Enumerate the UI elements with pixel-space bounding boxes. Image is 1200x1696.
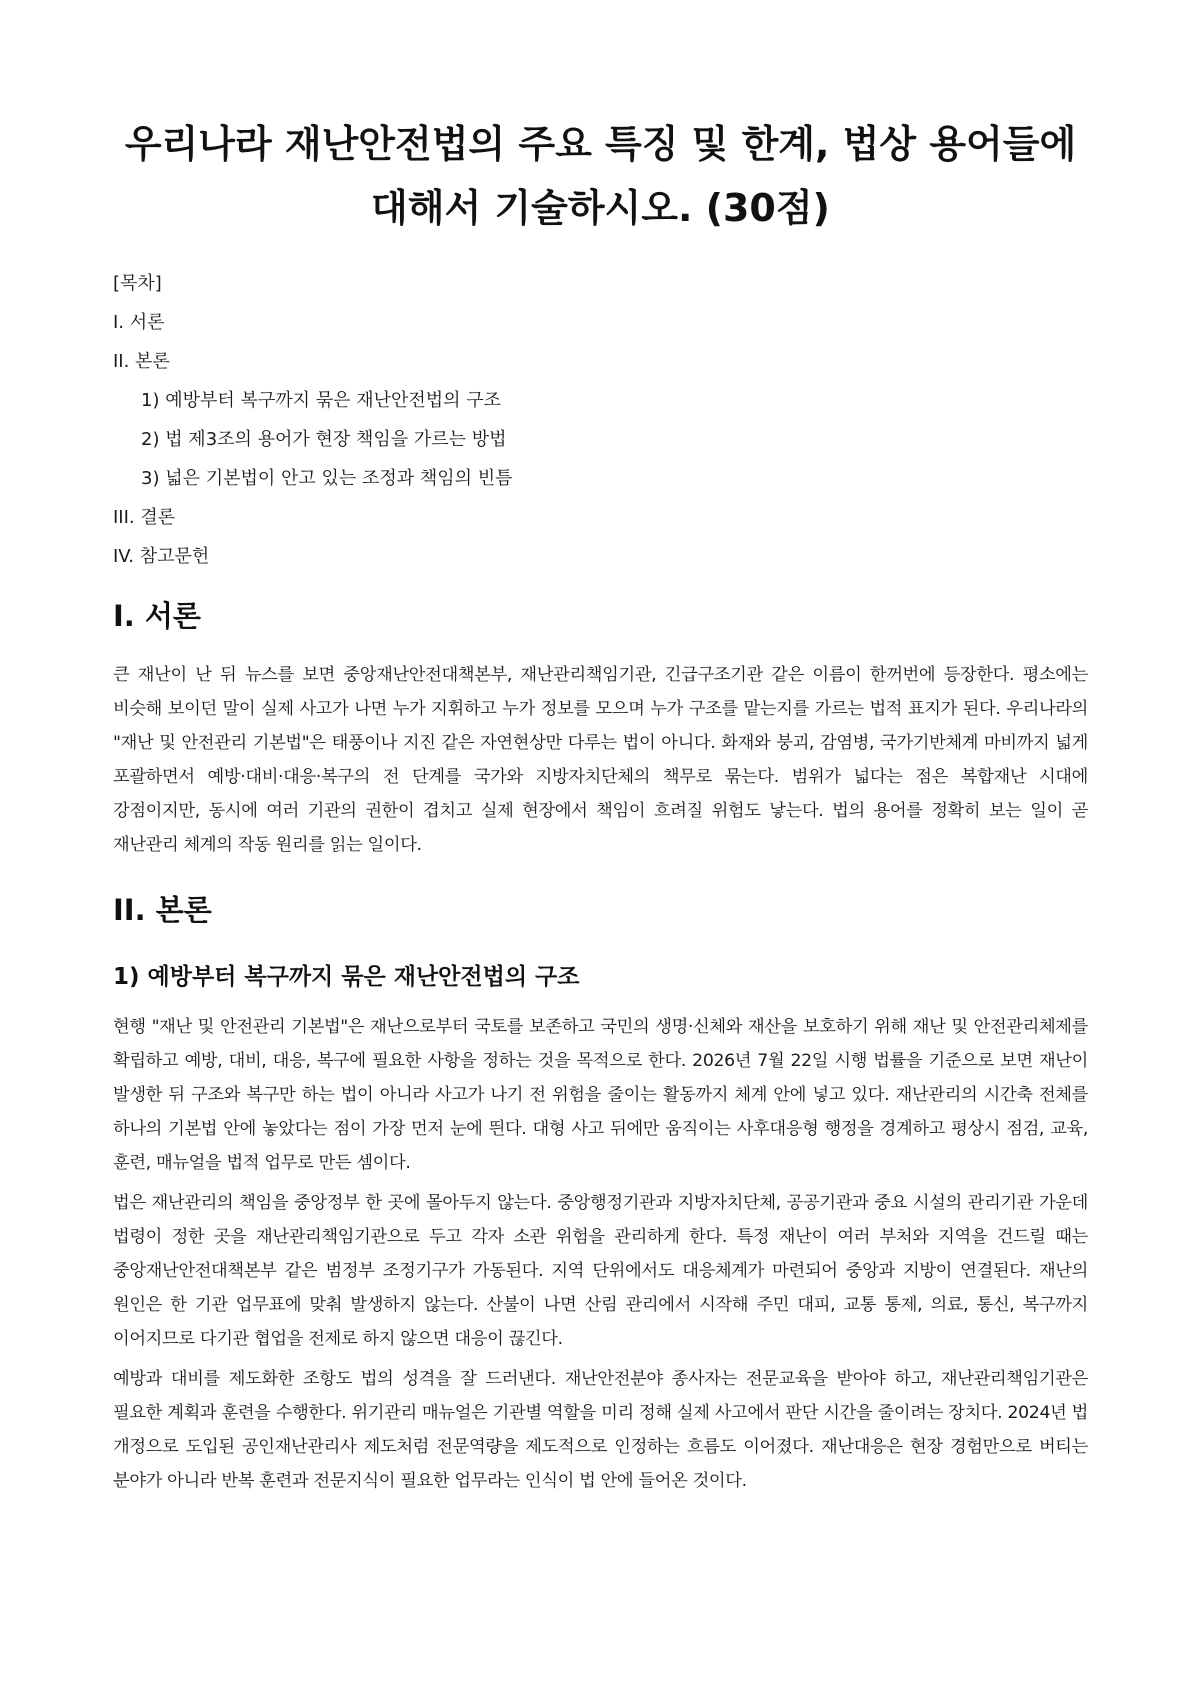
body-sub1-paragraph-2: 법은 재난관리의 책임을 중앙정부 한 곳에 몰아두지 않는다. 중앙행정기관과 지방자치단체, 공공기관과 중요 시설의 관리기관 가운데 법령이 정한 곳을 재난관리책임기관으로 두고 각자 소관 위험을 관리하게 한다. 특정 재난이 여러 부처와 지역을 건드릴 때는 중앙재난안전대책본부 같은 범정부 조정기구가 가동된다. 지역 단위에서도 대응체계가 마련되어 중앙과 지방이 연결된다. 재난의 원인은 한 기관 업무표에 맞춰 발생하지 않는다. 산불이 나면 산림 관리에서 시작해 주민 대피, 교통 통제, 의료, 통신, 복구까지 이어지므로 다기관 협업을 전제로 하지 않으면 대응이 끊긴다. — [113, 1193, 1088, 1349]
intro-paragraph: 큰 재난이 난 뒤 뉴스를 보면 중앙재난안전대책본부, 재난관리책임기관, 긴급구조기관 같은 이름이 한꺼번에 등장한다. 평소에는 비슷해 보이던 말이 실제 사고가 나면 누가 지휘하고 누가 정보를 모으며 누가 구조를 맡는지를 가르는 법적 표지가 된다. 우리나라의 "재난 및 안전관리 기본법"은 태풍이나 지진 같은 자연현상만 다루는 법이 아니다. 화재와 붕괴, 감염병, 국가기반체계 마비까지 넓게 포괄하면서 예방·대비·대응·복구의 전 단계를 국가와 지방자치단체의 책무로 묶는다. 범위가 넓다는 점은 복합재난 시대에 강점이지만, 동시에 여러 기관의 권한이 겹치고 실제 현장에서 책임이 흐려질 위험도 낳는다. 법의 용어를 정확히 보는 일이 곧 재난관리 체계의 작동 원리를 읽는 일이다. — [113, 665, 1088, 855]
toc-item-references: IV. 참고문헌 — [113, 546, 210, 567]
toc-item-body-sub2: 2) 법 제3조의 용어가 현장 책임을 가르는 방법 — [141, 429, 507, 450]
toc-item-body-sub1: 1) 예방부터 복구까지 묶은 재난안전법의 구조 — [141, 390, 502, 411]
body-sub1-paragraph-1: 현행 "재난 및 안전관리 기본법"은 재난으로부터 국토를 보존하고 국민의 생명·신체와 재산을 보호하기 위해 재난 및 안전관리체제를 확립하고 예방, 대비, 대응, 복구에 필요한 사항을 정하는 것을 목적으로 한다. 2026년 7월 22일 시행 법률을 기준으로 보면 재난이 발생한 뒤 구조와 복구만 하는 법이 아니라 사고가 나기 전 위험을 줄이는 활동까지 체계 안에 넣고 있다. 재난관리의 시간축 전체를 하나의 기본법 안에 놓았다는 점이 가장 먼저 눈에 띈다. 대형 사고 뒤에만 움직이는 사후대응형 행정을 경계하고 평상시 점검, 교육, 훈련, 매뉴얼을 법적 업무로 만든 셈이다. — [113, 1017, 1088, 1173]
table-of-contents — [113, 272, 1088, 568]
body-sub1-paragraph-3: 예방과 대비를 제도화한 조항도 법의 성격을 잘 드러낸다. 재난안전분야 종사자는 전문교육을 받아야 하고, 재난관리책임기관은 필요한 계획과 훈련을 수행한다. 위기관리 매뉴얼은 기관별 역할을 미리 정해 실제 사고에서 판단 시간을 줄이려는 장치다. 2024년 법 개정으로 도입된 공인재난관리사 제도처럼 전문역량을 제도적으로 인정하는 흐름도 이어졌다. 재난대응은 현장 경험만으로 버티는 분야가 아니라 반복 훈련과 전문지식이 필요한 업무라는 인식이 법 안에 들어온 것이다. — [113, 1369, 1088, 1491]
toc-item-body-sub3: 3) 넓은 기본법이 안고 있는 조정과 책임의 빈틈 — [141, 468, 513, 489]
toc-item-intro: I. 서론 — [113, 312, 165, 333]
toc-item-conclusion: III. 결론 — [113, 507, 176, 528]
toc-heading: [목차] — [113, 273, 162, 294]
toc-item-body: II. 본론 — [113, 351, 170, 372]
body-heading: II. 본론 — [113, 893, 212, 927]
intro-heading: I. 서론 — [113, 599, 201, 633]
document-title: 우리나라 재난안전법의 주요 특징 및 한계, 법상 용어들에 대해서 기술하시오. (30점) — [124, 122, 1077, 230]
body-sub1-heading: 1) 예방부터 복구까지 묶은 재난안전법의 구조 — [113, 964, 580, 990]
